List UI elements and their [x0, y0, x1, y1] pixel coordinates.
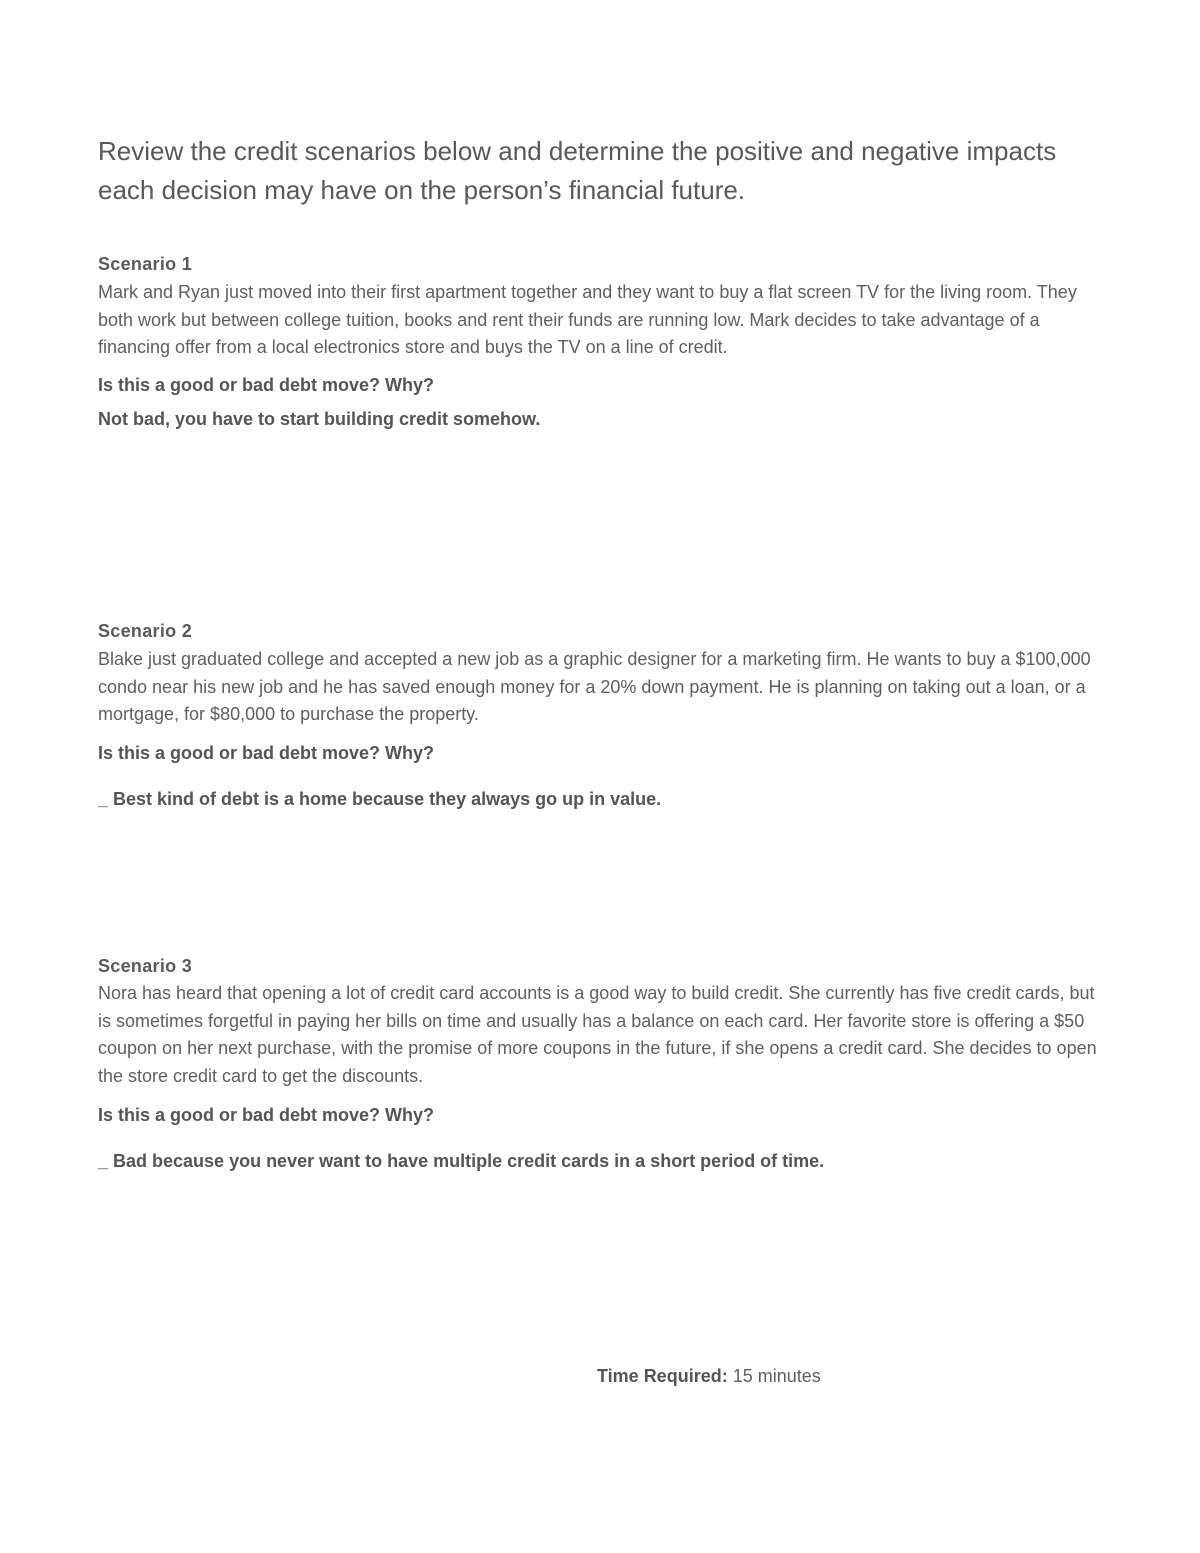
page-title: Review the credit scenarios below and determine the positive and negative impacts each decision may have on the person’s financial future. [98, 136, 1057, 205]
time-required-value: 15 minutes [727, 1366, 821, 1386]
scenario-body: Nora has heard that opening a lot of credit card accounts is a good way to build credit. She currently has five credit cards, but is sometimes forgetful in paying her bills on time and usually has a balance on each card. Her favorite store is offering a $50 coupon on her next purchase, with the promise of more coupons in the future, if she opens a credit card. She decides to open the store credit card to get the discounts. [98, 983, 1097, 1086]
scenario-answer: _ Bad because you never want to have multiple credit cards in a short period of time. [98, 1151, 825, 1171]
scenario-body: Blake just graduated college and accepted a new job as a graphic designer for a marketing firm. He wants to buy a $100,000 condo near his new job and he has saved enough money for a 20% down payment. He is planning on taking out a loan, or a mortgage, for $80,000 to purchase the property. [98, 649, 1091, 724]
time-required-label: Time Required: [597, 1366, 728, 1386]
time-required [597, 1364, 821, 1388]
scenario-question: Is this a good or bad debt move? Why? [98, 375, 435, 395]
scenario-question: Is this a good or bad debt move? Why? [98, 743, 435, 763]
scenario-heading: Scenario 2 [98, 621, 193, 641]
scenario-heading: Scenario 3 [98, 956, 193, 976]
scenario-heading: Scenario 1 [98, 254, 193, 274]
scenario-body: Mark and Ryan just moved into their first apartment together and they want to buy a flat screen TV for the living room. They both work but between college tuition, books and rent their funds are running low. Mark decides to take advantage of a financing offer from a local electronics store and buys the TV on a line of credit. [98, 282, 1077, 357]
scenario-answer: _ Best kind of debt is a home because they always go up in value. [98, 789, 662, 809]
scenario-answer: Not bad, you have to start building credit somehow. [98, 409, 541, 429]
scenario-question: Is this a good or bad debt move? Why? [98, 1105, 435, 1125]
